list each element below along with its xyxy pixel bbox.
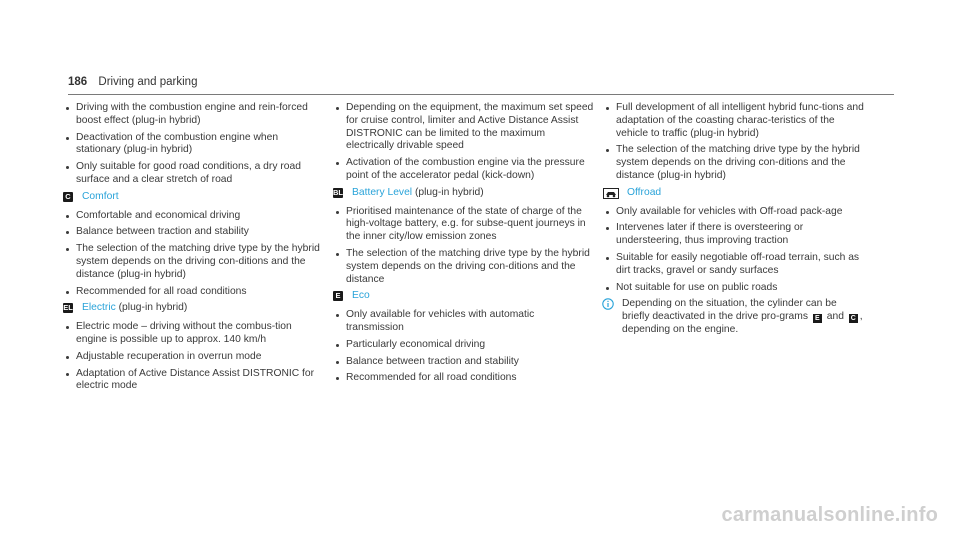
electric-label: Electric [82, 302, 116, 314]
comfort-inline-icon: C [850, 315, 856, 323]
list-item: Electric mode – driving without the combus-tion engine is possible up to approx. 140 km/h [62, 321, 324, 347]
comfort-heading [62, 191, 324, 204]
offroad-car-icon [603, 188, 619, 199]
list-item: Balance between traction and stability [332, 356, 594, 369]
list-item: Not suitable for use on public roads [602, 282, 864, 295]
page-header [68, 76, 197, 88]
eco-label: Eco [352, 290, 370, 302]
list-item: The selection of the matching drive type by the hybrid system depends on the driving con-ditions and the distance (plug-in hybrid) [602, 144, 864, 182]
electric-suffix: (plug-in hybrid) [115, 302, 188, 314]
offroad-label: Offroad [627, 186, 662, 198]
list-item: Recommended for all road conditions [62, 286, 324, 299]
list-item: Comfortable and economical driving [62, 210, 324, 223]
battery-level-mode-icon: BL [333, 187, 343, 197]
list-item: Deactivation of the combustion engine when stationary (plug-in hybrid) [62, 132, 324, 158]
list-item: The selection of the matching drive type by the hybrid system depends on the driving con-ditions and the distance [332, 248, 594, 286]
page-number: 186 [68, 76, 88, 88]
battery-level-label: Battery Level [352, 186, 413, 198]
battery-level-heading [332, 187, 594, 200]
watermark: carmanualsonline.info [721, 504, 938, 526]
info-icon [602, 298, 614, 310]
eco-inline-icon: E [813, 314, 822, 323]
list-item: The selection of the matching drive type by the hybrid system depends on the driving con-ditions and the distance (plug-in hybrid) [62, 243, 324, 281]
offroad-heading [602, 187, 864, 200]
column-2 [332, 102, 594, 389]
list-item: Only available for vehicles with automatic transmission [332, 309, 594, 335]
list-item: Activation of the combustion engine via the pressure point of the accelerator pedal (kick-down) [332, 157, 594, 183]
info-note-text: Depending on the situation, the cylinder can be briefly deactivated in the drive pro-grams E and C , depending on the engine. [622, 298, 863, 335]
list-item: Depending on the equipment, the maximum set speed for cruise control, limiter and Active Distance Assist DISTRONIC can be limited to the maximum electrically drivable speed [332, 102, 594, 153]
list-item: Suitable for easily negotiable off-road terrain, such as dirt tracks, gravel or sandy surfaces [602, 252, 864, 278]
electric-mode-icon: EL [63, 303, 73, 313]
section-title: Driving and parking [98, 76, 198, 88]
comfort-label: Comfort [82, 190, 119, 202]
list-item: Driving with the combustion engine and rein-forced boost effect (plug-in hybrid) [62, 102, 324, 128]
comfort-mode-icon: C [63, 192, 73, 202]
info-note [602, 298, 864, 336]
column-3 [602, 102, 864, 337]
battery-level-suffix: (plug-in hybrid) [412, 186, 484, 198]
list-item: Adjustable recuperation in overrun mode [62, 351, 324, 364]
eco-heading [332, 290, 594, 303]
header-rule [68, 94, 894, 95]
list-item: Full development of all intelligent hybrid func-tions and adaptation of the coasting charac-teristics of the vehicle to traffic (plug-in hybrid) [602, 102, 864, 140]
list-item: Intervenes later if there is oversteering or understeering, thus improving traction [602, 222, 864, 248]
list-item: Balance between traction and stability [62, 226, 324, 239]
list-item: Particularly economical driving [332, 339, 594, 352]
list-item: Prioritised maintenance of the state of charge of the high-voltage battery, e.g. for subse-quent journeys in the inner city/low emission zones [332, 206, 594, 244]
electric-heading [62, 302, 324, 315]
column-1 [62, 102, 324, 397]
list-item: Only available for vehicles with Off-road pack-age [602, 206, 864, 219]
list-item: Adaptation of Active Distance Assist DISTRONIC for electric mode [62, 368, 324, 394]
eco-mode-icon: E [333, 291, 343, 301]
list-item: Only suitable for good road conditions, a dry road surface and a clear stretch of road [62, 161, 324, 187]
list-item: Recommended for all road conditions [332, 372, 594, 385]
